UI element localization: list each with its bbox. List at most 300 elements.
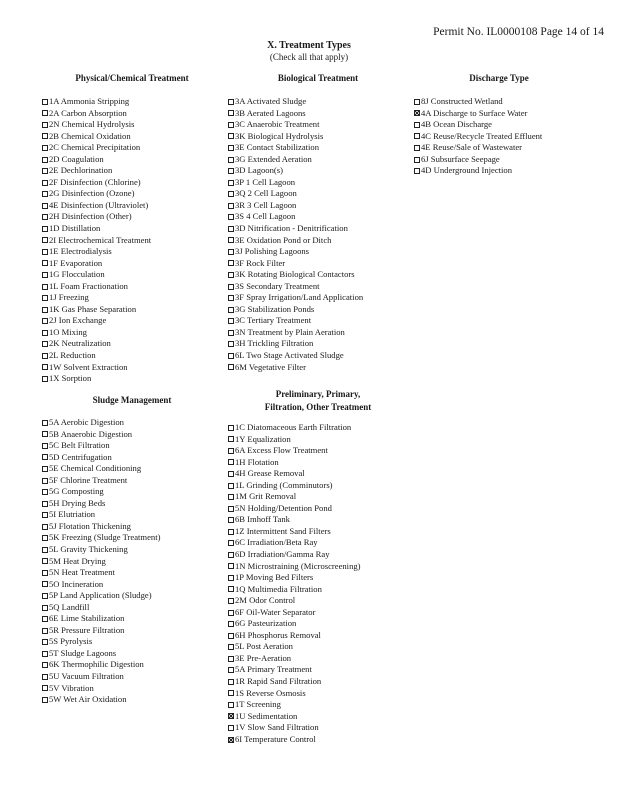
treatment-option[interactable] (42, 246, 222, 258)
treatment-option-label: 1D Distillation (49, 223, 101, 234)
checkbox[interactable] (42, 593, 48, 599)
checkbox[interactable] (42, 478, 48, 484)
treatment-option-label: 5Q Landfill (49, 601, 90, 612)
treatment-option[interactable] (228, 630, 408, 642)
checkbox[interactable] (42, 466, 48, 472)
treatment-option-label: 4E Reuse/Sale of Wastewater (421, 142, 523, 153)
treatment-option[interactable] (42, 532, 222, 544)
checkbox[interactable] (228, 425, 234, 431)
checkbox[interactable] (228, 168, 234, 174)
checkbox[interactable] (228, 471, 234, 477)
treatment-option-label: 2K Neutralization (49, 338, 111, 349)
treatment-option-label: 3D Nitrification - Denitrification (235, 223, 348, 234)
treatment-option-label: 1J Freezing (49, 292, 89, 303)
treatment-option-label: 2I Electrochemical Treatment (49, 234, 152, 245)
treatment-option[interactable] (228, 572, 408, 584)
treatment-option[interactable] (228, 503, 408, 515)
checkbox[interactable] (228, 203, 234, 209)
checkbox[interactable] (228, 307, 234, 313)
treatment-option[interactable] (228, 350, 408, 362)
treatment-option-label: 1T Screening (235, 699, 281, 710)
treatment-option[interactable] (228, 362, 408, 374)
checkbox[interactable] (228, 191, 234, 197)
preliminary-heading-line2: Filtration, Other Treatment (264, 402, 372, 412)
treatment-option-label: 6J Subsurface Seepage (421, 153, 500, 164)
checkbox[interactable] (228, 506, 234, 512)
treatment-option-label: 1C Diatomaceous Earth Filtration (235, 422, 352, 432)
sludge-list (42, 417, 222, 706)
treatment-option[interactable] (228, 200, 408, 212)
treatment-option-label: 2H Disinfection (Other) (49, 211, 132, 222)
treatment-option[interactable] (42, 142, 222, 154)
treatment-option[interactable] (42, 165, 222, 177)
treatment-option-label: 6E Lime Stabilization (49, 613, 125, 624)
checkbox[interactable] (42, 168, 48, 174)
checkbox[interactable] (42, 214, 48, 220)
treatment-option[interactable] (228, 722, 408, 734)
checkbox[interactable] (42, 501, 48, 507)
checkbox[interactable] (42, 249, 48, 255)
checkbox[interactable] (228, 552, 234, 558)
treatment-option[interactable] (228, 177, 408, 189)
treatment-option-label: 2J Ion Exchange (49, 315, 107, 326)
checkbox[interactable] (414, 99, 420, 105)
treatment-option-label: 3Q 2 Cell Lagoon (235, 188, 297, 199)
treatment-option[interactable] (228, 664, 408, 676)
treatment-option-label: 6L Two Stage Activated Sludge (235, 350, 344, 361)
treatment-option[interactable] (414, 154, 610, 166)
treatment-option[interactable] (42, 304, 222, 316)
physical-chemical-list (42, 96, 222, 385)
checkbox[interactable] (228, 644, 234, 650)
treatment-option-label: 3N Treatment by Plain Aeration (235, 326, 345, 337)
treatment-option[interactable] (228, 131, 408, 143)
treatment-option[interactable] (42, 269, 222, 281)
treatment-option[interactable] (42, 544, 222, 556)
checkbox[interactable] (42, 122, 48, 128)
checkbox[interactable] (228, 145, 234, 151)
treatment-option-label: 3C Tertiary Treatment (235, 315, 312, 326)
treatment-option[interactable] (228, 445, 408, 457)
treatment-option[interactable] (228, 618, 408, 630)
treatment-option[interactable] (228, 327, 408, 339)
treatment-option[interactable] (228, 595, 408, 607)
treatment-option-label: 5K Freezing (Sludge Treatment) (49, 532, 161, 543)
checkbox[interactable] (42, 639, 48, 645)
treatment-option[interactable] (228, 526, 408, 538)
checkbox[interactable] (228, 494, 234, 500)
treatment-option[interactable] (42, 625, 222, 637)
treatment-option[interactable] (42, 579, 222, 591)
treatment-option[interactable] (42, 683, 222, 695)
treatment-option[interactable] (228, 457, 408, 469)
treatment-option[interactable] (42, 509, 222, 521)
checkbox[interactable] (414, 157, 420, 163)
treatment-option-label: 5B Anaerobic Digestion (49, 428, 133, 439)
treatment-option[interactable] (42, 636, 222, 648)
treatment-option[interactable] (228, 422, 408, 434)
treatment-option[interactable] (42, 417, 222, 429)
checkbox[interactable] (42, 272, 48, 278)
treatment-option[interactable] (228, 281, 408, 293)
treatment-option-label: 5V Vibration (49, 682, 94, 693)
checkbox[interactable] (42, 295, 48, 301)
preliminary-list (228, 422, 408, 745)
checkbox[interactable] (228, 517, 234, 523)
treatment-option[interactable] (228, 269, 408, 281)
treatment-option-label: 2N Chemical Hydrolysis (49, 119, 135, 130)
treatment-option[interactable] (228, 699, 408, 711)
checkbox[interactable] (42, 512, 48, 518)
checkbox[interactable] (228, 598, 234, 604)
treatment-option[interactable] (42, 602, 222, 614)
treatment-option[interactable] (228, 315, 408, 327)
treatment-option[interactable] (228, 258, 408, 270)
treatment-option[interactable] (414, 119, 610, 131)
treatment-option[interactable] (42, 235, 222, 247)
checkbox[interactable] (228, 157, 234, 163)
treatment-option[interactable] (42, 177, 222, 189)
checkbox[interactable] (42, 110, 48, 116)
treatment-option[interactable] (228, 434, 408, 446)
treatment-option-label: 5T Sludge Lagoons (49, 647, 117, 658)
preliminary-section (228, 389, 408, 745)
checkbox[interactable] (42, 226, 48, 232)
treatment-option[interactable] (42, 223, 222, 235)
treatment-option[interactable] (42, 373, 222, 385)
section-subtitle: (Check all that apply) (269, 52, 349, 62)
checkbox[interactable] (42, 443, 48, 449)
treatment-option-label: 6B Imhoff Tank (235, 514, 290, 525)
treatment-option-label: 5G Composting (49, 486, 104, 497)
treatment-option-label: 4A Discharge to Surface Water (421, 107, 528, 118)
treatment-option-label: 1H Flotation (235, 456, 279, 467)
checkbox[interactable] (42, 145, 48, 151)
treatment-option-label: 4E Disinfection (Ultraviolet) (49, 199, 149, 210)
checkbox[interactable] (42, 628, 48, 634)
checkbox[interactable] (42, 260, 48, 266)
checkbox[interactable] (42, 524, 48, 530)
checkbox[interactable] (414, 168, 420, 174)
treatment-option[interactable] (42, 292, 222, 304)
checkbox[interactable] (414, 133, 420, 139)
checkbox[interactable] (228, 448, 234, 454)
treatment-option[interactable] (42, 338, 222, 350)
checkbox[interactable] (42, 674, 48, 680)
treatment-option-label: 5J Flotation Thickening (49, 520, 131, 531)
treatment-option[interactable] (228, 223, 408, 235)
checked-box-icon[interactable] (228, 713, 234, 719)
treatment-option[interactable] (42, 452, 222, 464)
checkbox[interactable] (42, 605, 48, 611)
checkbox[interactable] (42, 558, 48, 564)
treatment-option[interactable] (228, 211, 408, 223)
checkbox[interactable] (228, 656, 234, 662)
treatment-option-label: 8J Constructed Wetland (421, 96, 503, 106)
checkbox[interactable] (42, 330, 48, 336)
treatment-option[interactable] (228, 653, 408, 665)
treatment-option[interactable] (228, 246, 408, 258)
checkbox[interactable] (42, 662, 48, 668)
checkbox[interactable] (228, 540, 234, 546)
checkbox[interactable] (42, 341, 48, 347)
checkbox[interactable] (228, 529, 234, 535)
checkbox[interactable] (414, 122, 420, 128)
treatment-option[interactable] (228, 142, 408, 154)
checkbox[interactable] (42, 133, 48, 139)
treatment-option-label: 5A Primary Treatment (235, 664, 312, 675)
treatment-option-label: 2A Carbon Absorption (49, 107, 127, 118)
checkbox[interactable] (228, 586, 234, 592)
treatment-option[interactable] (42, 119, 222, 131)
checkbox[interactable] (228, 364, 234, 370)
treatment-option[interactable] (42, 200, 222, 212)
checked-box-icon[interactable] (228, 737, 234, 743)
treatment-option-label: 1E Electrodialysis (49, 246, 112, 257)
treatment-option[interactable] (42, 440, 222, 452)
checkbox[interactable] (228, 459, 234, 465)
treatment-option-label: 3E Pre-Aeration (235, 652, 292, 663)
treatment-option[interactable] (228, 641, 408, 653)
treatment-option[interactable] (228, 688, 408, 700)
checkbox[interactable] (228, 180, 234, 186)
checkbox[interactable] (42, 376, 48, 382)
checkbox[interactable] (228, 702, 234, 708)
treatment-option-label: 3G Stabilization Ponds (235, 303, 315, 314)
treatment-option[interactable] (42, 671, 222, 683)
treatment-option[interactable] (42, 96, 222, 108)
checkbox[interactable] (42, 364, 48, 370)
treatment-option-label: 5P Land Application (Sludge) (49, 590, 152, 601)
treatment-option-label: 5S Pyrolysis (49, 636, 93, 647)
treatment-option-label: 2B Chemical Oxidation (49, 130, 131, 141)
treatment-option[interactable] (228, 154, 408, 166)
treatment-option[interactable] (228, 188, 408, 200)
checkbox[interactable] (228, 690, 234, 696)
treatment-option[interactable] (42, 556, 222, 568)
treatment-option-label: 6H Phosphorus Removal (235, 629, 321, 640)
treatment-option-label: 1L Foam Fractionation (49, 280, 128, 291)
treatment-option[interactable] (42, 281, 222, 293)
treatment-option-label: 1Q Multimedia Filtration (235, 583, 322, 594)
treatment-option-label: 1M Grit Removal (235, 491, 297, 502)
treatment-option[interactable] (228, 119, 408, 131)
checkbox[interactable] (228, 214, 234, 220)
treatment-option[interactable] (42, 327, 222, 339)
checkbox[interactable] (42, 307, 48, 313)
treatment-option[interactable] (42, 258, 222, 270)
treatment-option[interactable] (228, 480, 408, 492)
checkbox[interactable] (228, 667, 234, 673)
treatment-option[interactable] (414, 165, 610, 177)
checkbox[interactable] (228, 610, 234, 616)
treatment-option-label: 5O Incineration (49, 578, 104, 589)
treatment-option[interactable] (228, 514, 408, 526)
treatment-option[interactable] (228, 607, 408, 619)
treatment-option[interactable] (42, 659, 222, 671)
checkbox[interactable] (228, 99, 234, 105)
treatment-option[interactable] (42, 362, 222, 374)
treatment-option-label: 3S Secondary Treatment (235, 280, 320, 291)
treatment-option-label: 2L Reduction (49, 350, 96, 361)
treatment-option[interactable] (42, 211, 222, 223)
treatment-option-label: 6M Vegetative Filter (235, 361, 306, 372)
treatment-option[interactable] (42, 521, 222, 533)
checkbox[interactable] (228, 621, 234, 627)
treatment-option[interactable] (42, 613, 222, 625)
treatment-option-label: 2F Disinfection (Chlorine) (49, 176, 141, 187)
treatment-option-label: 4C Reuse/Recycle Treated Effluent (421, 130, 543, 141)
treatment-option[interactable] (228, 468, 408, 480)
treatment-option-label: 3K Biological Hydrolysis (235, 130, 324, 141)
treatment-option[interactable] (228, 292, 408, 304)
treatment-option[interactable] (228, 491, 408, 503)
checkbox[interactable] (42, 547, 48, 553)
checkbox[interactable] (228, 341, 234, 347)
treatment-option[interactable] (42, 590, 222, 602)
treatment-option-label: 1U Sedimentation (235, 710, 298, 721)
treatment-option[interactable] (414, 96, 610, 108)
treatment-option[interactable] (228, 96, 408, 108)
treatment-option-label: 4D Underground Injection (421, 165, 513, 176)
checkbox[interactable] (42, 318, 48, 324)
treatment-option-label: 6F Oil-Water Separator (235, 606, 316, 617)
treatment-option-label: 3G Extended Aeration (235, 153, 312, 164)
treatment-option-label: 3A Activated Sludge (235, 96, 307, 106)
treatment-option[interactable] (42, 498, 222, 510)
checkbox[interactable] (228, 353, 234, 359)
checkbox[interactable] (42, 420, 48, 426)
treatment-option[interactable] (414, 131, 610, 143)
checkbox[interactable] (228, 260, 234, 266)
checkbox[interactable] (228, 122, 234, 128)
permit-page-header: Permit No. IL0000108 Page 14 of 14 (433, 26, 604, 38)
checkbox[interactable] (414, 145, 420, 151)
treatment-option[interactable] (42, 475, 222, 487)
checkbox[interactable] (228, 330, 234, 336)
treatment-option[interactable] (42, 131, 222, 143)
treatment-option[interactable] (414, 108, 610, 120)
checkbox[interactable] (228, 110, 234, 116)
checkbox[interactable] (42, 99, 48, 105)
treatment-option-label: 2C Chemical Precipitation (49, 142, 141, 153)
checkbox[interactable] (228, 633, 234, 639)
checkbox[interactable] (228, 284, 234, 290)
treatment-option-label: 1V Slow Sand Filtration (235, 722, 319, 733)
checkbox[interactable] (42, 535, 48, 541)
preliminary-heading-line1: Preliminary, Primary, (275, 389, 361, 399)
treatment-option[interactable] (228, 108, 408, 120)
treatment-option[interactable] (42, 108, 222, 120)
checkbox[interactable] (42, 581, 48, 587)
treatment-option[interactable] (228, 711, 408, 723)
treatment-option[interactable] (42, 567, 222, 579)
treatment-option-label: 5H Drying Beds (49, 497, 106, 508)
checkbox[interactable] (42, 616, 48, 622)
treatment-option[interactable] (42, 188, 222, 200)
treatment-option-label: 1P Moving Bed Filters (235, 572, 314, 583)
treatment-option[interactable] (228, 235, 408, 247)
treatment-option-label: 5F Chlorine Treatment (49, 474, 128, 485)
checked-box-icon[interactable] (414, 110, 420, 116)
checkbox[interactable] (228, 272, 234, 278)
treatment-option[interactable] (42, 350, 222, 362)
treatment-option-label: 3F Spray Irrigation/Land Application (235, 292, 364, 303)
treatment-option[interactable] (228, 304, 408, 316)
treatment-option-label: 6D Irradiation/Gamma Ray (235, 549, 330, 560)
checkbox[interactable] (228, 237, 234, 243)
checkbox[interactable] (42, 157, 48, 163)
treatment-option-label: 5L Post Aeration (235, 641, 293, 652)
checkbox[interactable] (42, 570, 48, 576)
checkbox[interactable] (42, 454, 48, 460)
treatment-option[interactable] (42, 648, 222, 660)
treatment-option-label: 2M Odor Control (235, 595, 296, 606)
treatment-option-label: 2E Dechlorination (49, 165, 113, 176)
treatment-option-label: 5D Centrifugation (49, 451, 112, 462)
treatment-option[interactable] (228, 537, 408, 549)
treatment-option[interactable] (228, 549, 408, 561)
treatment-option[interactable] (414, 142, 610, 154)
treatment-option[interactable] (228, 165, 408, 177)
treatment-option[interactable] (42, 463, 222, 475)
checkbox[interactable] (42, 203, 48, 209)
treatment-option-label: 6K Thermophilic Digestion (49, 659, 144, 670)
checkbox[interactable] (42, 180, 48, 186)
treatment-option[interactable] (42, 429, 222, 441)
checkbox[interactable] (42, 651, 48, 657)
checkbox[interactable] (228, 226, 234, 232)
treatment-option[interactable] (42, 315, 222, 327)
checkbox[interactable] (42, 489, 48, 495)
checkbox[interactable] (228, 133, 234, 139)
checkbox[interactable] (228, 725, 234, 731)
checkbox[interactable] (228, 575, 234, 581)
checkbox[interactable] (228, 436, 234, 442)
biological-heading: Biological Treatment (277, 73, 359, 83)
treatment-option-label: 1R Rapid Sand Filtration (235, 676, 322, 687)
checkbox[interactable] (42, 685, 48, 691)
checkbox[interactable] (42, 431, 48, 437)
treatment-option-label: 3B Aerated Lagoons (235, 107, 306, 118)
treatment-option-label: 6I Temperature Control (235, 733, 316, 744)
treatment-option[interactable] (42, 154, 222, 166)
treatment-option[interactable] (228, 561, 408, 573)
treatment-option-label: 3E Oxidation Pond or Ditch (235, 234, 332, 245)
checkbox[interactable] (228, 318, 234, 324)
treatment-option[interactable] (228, 338, 408, 350)
checkbox[interactable] (42, 353, 48, 359)
checkbox[interactable] (42, 191, 48, 197)
treatment-option-label: 3F Rock Filter (235, 257, 286, 268)
treatment-option[interactable] (42, 486, 222, 498)
treatment-option-label: 5N Holding/Detention Pond (235, 502, 332, 513)
checkbox[interactable] (228, 563, 234, 569)
treatment-option-label: 1A Ammonia Stripping (49, 96, 130, 106)
checkbox[interactable] (42, 284, 48, 290)
checkbox[interactable] (42, 237, 48, 243)
treatment-option-label: 1X Sorption (49, 373, 92, 384)
treatment-option[interactable] (42, 694, 222, 706)
checkbox[interactable] (228, 295, 234, 301)
checkbox[interactable] (228, 679, 234, 685)
checkbox[interactable] (42, 697, 48, 703)
treatment-option[interactable] (228, 584, 408, 596)
checkbox[interactable] (228, 483, 234, 489)
treatment-option[interactable] (228, 734, 408, 746)
checkbox[interactable] (228, 249, 234, 255)
treatment-option[interactable] (228, 676, 408, 688)
